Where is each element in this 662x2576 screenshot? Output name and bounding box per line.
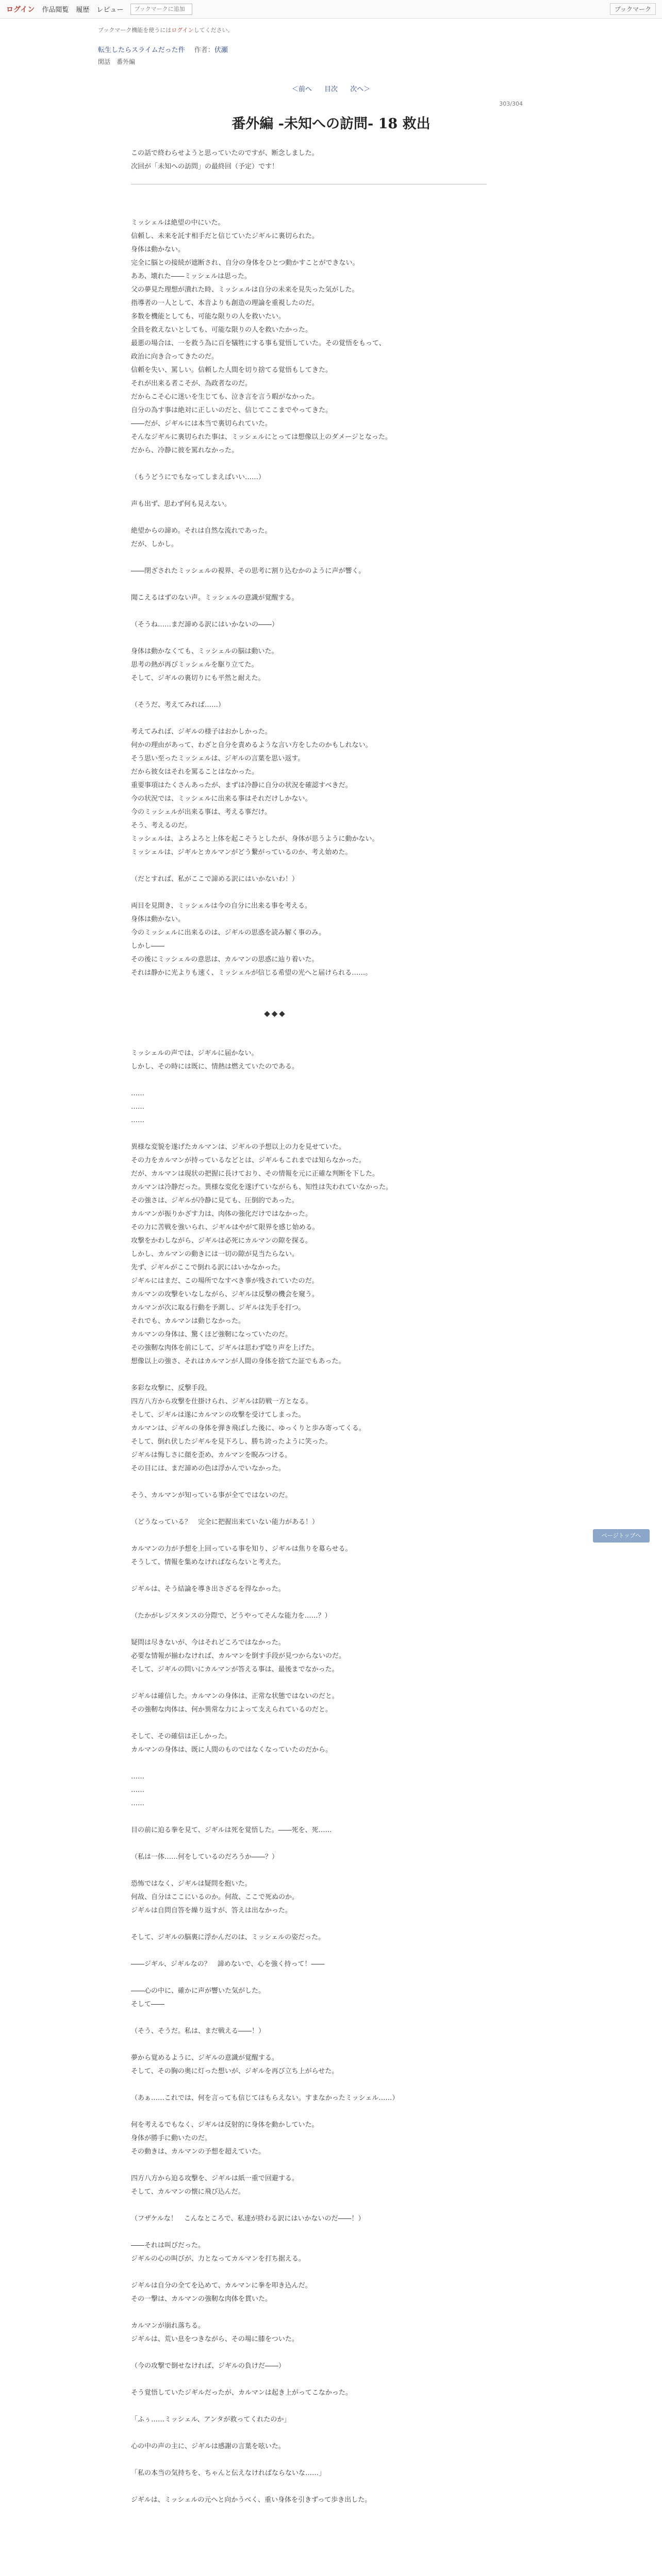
body-paragraph: 身体は動かなくても、ミッシェルの脳は動いた。 [131,648,278,655]
body-paragraph: ジギルは自問自答を繰り返すが、答えは出なかった。 [131,1907,292,1914]
body-paragraph: 考えてみれば、ジギルの様子はおかしかった。 [131,728,272,736]
body-paragraph: そして、その確信は正しかった。 [131,1733,231,1740]
body-paragraph: …… [131,1103,144,1111]
body-paragraph: （だとすれば、私がここで諦める訳にはいかないわ！） [131,875,299,883]
body-paragraph: 今の状況では、ミッシェルに出来る事はそれだけしかない。 [131,795,312,803]
body-paragraph [131,1810,420,1824]
notice-login-link[interactable]: ログイン [171,27,194,33]
nav-item-browse[interactable]: 作品閲覧 [42,6,69,14]
body-paragraph [131,2346,420,2360]
episode-title: 番外編 -未知への訪問- 18 救出 [231,116,431,132]
body-paragraph: それでも、カルマンは動じなかった。 [131,1317,245,1325]
scene-divider: ◆◆◆ [264,1009,287,1018]
body-paragraph [131,859,420,873]
body-paragraph: そう覚悟していたジギルだったが、カルマンは起き上がってこなかった。 [131,2389,352,2397]
body-paragraph: ――閉ざされたミッシェルの視界、その思考に割り込むかのように声が響く。 [131,567,366,575]
body-paragraph: 四方八方から攻撃を仕掛けられ、ジギルは防戦一方となる。 [131,1398,312,1405]
body-paragraph: 完全に脳との接続が遮断され、自分の身体をひとつ動かすことができない。 [131,259,359,267]
body-paragraph: （私は一体……何をしているのだろうか――？） [131,1853,279,1861]
body-paragraph [131,511,420,524]
body-paragraph: 心の中の声の主に、ジギルは感謝の言葉を呟いた。 [131,2443,285,2450]
body-paragraph: 今のミッシェルが出来る事は、考える事だけ。 [131,808,271,816]
body-paragraph: カルマンが振りかざす力は、肉体の強化だけではなかった。 [131,1210,312,1218]
body-paragraph: …… [131,1090,144,1097]
body-paragraph: そして、カルマンの懐に飛び込んだ。 [131,2188,245,2196]
body-paragraph [131,457,420,471]
body-paragraph [131,632,420,645]
body-paragraph [131,2199,420,2212]
bookmark-add-input[interactable] [130,4,192,15]
body-paragraph [131,1757,420,1770]
body-paragraph: ジギルは悔しさに顔を歪め、カルマンを睨みつける。 [131,1451,292,1459]
body-paragraph [131,1717,420,1730]
body-paragraph: 「ふぅ……ミッシェル、アンタが救ってくれたのか」 [131,2416,291,2424]
body-paragraph [131,1074,420,1087]
body-paragraph: （フザケルな！ こんなところで、私達が終わる訳にはいかないのだ――！） [131,2215,365,2223]
body-paragraph: ジギルは自分の全てを込めて、カルマンに拳を叩き込んだ。 [131,2282,312,2290]
body-paragraph [131,1476,420,1489]
body-paragraph: そう、考えるのだ。 [131,822,192,829]
body-paragraph: ミッシェルは、ジギルとカルマンがどう繋がっているのか、考え始めた。 [131,849,352,856]
body-paragraph [131,993,420,1007]
body-paragraph: 聞こえるはずのない声。ミッシェルの意識が覚醒する。 [131,594,299,602]
body-paragraph: カルマンが崩れ落ちる。 [131,2322,205,2330]
body-paragraph [131,2480,420,2494]
body-paragraph [131,1623,420,1636]
body-paragraph: ミッシェルは、よろよろと上体を起こそうとしたが、身体が思うように動かない。 [131,835,379,843]
body-paragraph [131,1837,420,1851]
prev-episode-link[interactable]: ＜前へ [291,86,312,93]
body-paragraph: それが出来る者こそが、為政者なのだ。 [131,380,252,387]
breadcrumb [98,44,662,54]
body-paragraph: 全員を救えないとしても、可能な限りの人を救いたかった。 [131,326,312,334]
body-paragraph: ジギルにはまだ、この場所でなすべき事が残されていたのだ。 [131,1277,319,1285]
body-paragraph: 異様な変貌を遂げたカルマンは、ジギルの予想以上の力を見せていた。 [131,1143,345,1151]
body-paragraph: 恐怖ではなく、ジギルは疑問を抱いた。 [131,1880,252,1888]
body-paragraph: ジギルは、ミッシェルの元へと向かうべく、重い身体を引きずって歩き出した。 [131,2496,372,2504]
body-paragraph [131,980,420,993]
body-paragraph: そして、その胸の奥に灯った想いが、ジギルを再び立ち上がらせた。 [131,2067,339,2075]
body-paragraph [131,2105,420,2119]
body-paragraph: ――だが、ジギルには本当で裏切られていた。 [131,420,272,428]
body-paragraph: ジギルは、荒い息をつきながら、その場に膝をついた。 [131,2335,299,2343]
body-paragraph: カルマンが次に取る行動を予測し、ジギルは先手を打つ。 [131,1304,305,1312]
body-paragraph [131,605,420,618]
body-paragraph: （そうね……まだ諦める訳にはいかないの――） [131,621,279,629]
body-paragraph: 疑問は尽きないが、今はそれどころではなかった。 [131,1639,285,1647]
body-paragraph: その力をカルマンが持っているなどとは、ジギルもこれまでは知らなかった。 [131,1157,366,1164]
body-paragraph: 何を考えるでもなく、ジギルは反射的に身体を動かしていた。 [131,2121,319,2129]
body-paragraph: だが、カルマンは現状の把握に長けており、その情報を元に正確な判断を下した。 [131,1170,379,1178]
body-paragraph: そして、ジギルの裏切りにも平然と耐えた。 [131,674,265,682]
login-notice [98,26,662,34]
body-paragraph: だから彼女はそれを罵ることはなかった。 [131,768,259,776]
body-paragraph: （そうだ、考えてみれば……） [131,701,225,709]
nav-item-history[interactable]: 履歴 [76,6,90,14]
author-link[interactable]: 伏瀬 [214,46,228,54]
body-paragraph: そして、ジギルの問いにカルマンが答える事は、最後までなかった。 [131,1666,339,1673]
page-top-button[interactable]: ページトップへ [593,1529,650,1543]
body-paragraph: 想像以上の強さ、それはカルマンが人間の身体を捨てた証でもあった。 [131,1358,345,1365]
body-paragraph: その強靭な肉体を前にして、ジギルは思わず唸り声を上げた。 [131,1344,319,1352]
body-paragraph: ――それは叫びだった。 [131,2242,205,2249]
body-paragraph: 何かの理由があって、わざと自分を責めるような言い方をしたのかもしれない。 [131,741,372,749]
body-paragraph [131,2427,420,2440]
body-paragraph: 自分の為す事は絶対に正しいのだと、信じてここまでやってきた。 [131,406,333,414]
body-paragraph: 声も出ず、思わず何も見えない。 [131,500,231,508]
index-link[interactable]: 目次 [324,86,338,93]
body-paragraph: その強靭な肉体は、何か異常な力によって支えられているのだと。 [131,1706,333,1714]
body-paragraph: そして、倒れ伏したジギルを見下ろし、勝ち誇ったように笑った。 [131,1438,332,1446]
body-paragraph: 身体が勝手に動いたのだ。 [131,2134,212,2142]
body-paragraph: そんなジギルに裏切られた事は、ミッシェルにとっては想像以上のダメージとなった。 [131,433,392,441]
body-paragraph [131,2038,420,2052]
body-paragraph: …… [131,1786,144,1794]
body-paragraph: 信頼を失い、罵しい。信頼した人間を切り捨てる覚悟もしてきた。 [131,366,333,374]
episode-number: 303/304 [499,100,523,107]
body-paragraph [131,203,420,216]
body-paragraph: ミッシェルの声では、ジギルに届かない。 [131,1049,258,1057]
body-paragraph [131,1368,420,1382]
body-paragraph [131,1864,420,1877]
body-paragraph [131,685,420,699]
body-paragraph [131,712,420,725]
body-paragraph: カルマンの身体は、驚くほど強靭になっていたのだ。 [131,1331,292,1338]
next-episode-link[interactable]: 次へ＞ [350,86,371,93]
body-paragraph: 攻撃をかわしながら、ジギルは必死にカルマンの隙を探る。 [131,1237,312,1245]
body-paragraph [131,1569,420,1583]
body-paragraph: しかし、その時には既に、情熱は燃えていたのである。 [131,1063,299,1071]
body-paragraph: …… [131,1773,144,1781]
body-paragraph: ああ、壊れた――ミッシェルは思った。 [131,273,251,280]
notice-prefix: ブックマーク機能を使うには [98,27,172,33]
body-paragraph: 身体は動かない。 [131,916,185,923]
body-paragraph: カルマンの身体は、既に人間のものではなくなっていたのだから。 [131,1746,333,1754]
body-paragraph [131,1971,420,1985]
body-paragraph: そう思い至ったミッシェルは、ジギルの言葉を思い返す。 [131,755,305,762]
body-paragraph [131,2011,420,2025]
body-paragraph: 思考の熱が再びミッシェルを駆り立てた。 [131,661,258,669]
series-title-link[interactable]: 転生したらスライムだった件 [98,46,185,54]
body-paragraph: 先ず、ジギルがここで倒れる訳にはいかなかった。 [131,1264,285,1272]
body-paragraph: そして、ジギルは遂にカルマンの攻撃を受けてしまった。 [131,1411,305,1419]
body-paragraph: その力に苦戦を強いられ、ジギルはやがて限界を感じ始める。 [131,1224,319,1231]
body-paragraph: しかし、カルマンの動きには一切の隙が見当たらない。 [131,1250,299,1258]
body-paragraph: （たかがレジスタンスの分際で、どうやってそんな能力を……？） [131,1612,332,1620]
novel-body [131,203,420,2507]
body-paragraph: それは静かに光よりも速く、ミッシェルが信じる希望の光へと届けられる……。 [131,969,372,977]
body-paragraph: 多彩な攻撃に、反撃手段。 [131,1384,212,1392]
top-navigation-bar [0,0,662,19]
preface-line: 次回が「未知への訪問」の最終回（予定）です！ [131,163,279,171]
body-paragraph: カルマンの攻撃をいなしながら、ジギルは反撃の機会を窺う。 [131,1291,319,1298]
body-paragraph [131,1944,420,1958]
body-paragraph: 目の前に迫る拳を見て、ジギルは死を覚悟した。――死を、死…… [131,1826,332,1834]
body-paragraph: 最悪の場合は、一を救う為に百を犠牲にする事も覚悟していた。その覚悟をもって、 [131,340,386,347]
body-paragraph: カルマンは冷静だった。異様な変化を遂げていながらも、知性は失われていなかった。 [131,1183,393,1191]
body-paragraph [131,1676,420,1690]
body-paragraph [131,2400,420,2413]
body-paragraph: （今の攻撃で倒せなければ、ジギルの負けだ――） [131,2362,285,2370]
body-paragraph: 重要事項はたくさんあったが、まずは冷静に自分の状況を確認すべきだ。 [131,782,352,789]
body-paragraph [131,2078,420,2092]
body-paragraph: 多数を機能としても、可能な限りの人を救いたい。 [131,313,286,320]
body-paragraph: 「私の本当の気持ちを、ちゃんと伝えなければならないな……」 [131,2469,326,2477]
body-paragraph [131,2226,420,2239]
body-paragraph: ――心の中に、確かに声が響いた気がした。 [131,1987,266,1995]
body-paragraph [131,1529,420,1543]
body-paragraph [131,2373,420,2386]
body-paragraph: （もうどうにでもなってしまえばいい……） [131,473,266,481]
body-paragraph [131,2266,420,2279]
login-link[interactable]: ログイン [6,5,35,14]
body-paragraph: 政治に向き合ってきたのだ。 [131,353,219,361]
bookmark-button[interactable]: ブックマーク [610,3,656,15]
body-paragraph: そうして、情報を集めなければならないと考えた。 [131,1558,285,1566]
body-paragraph: 何故、自分はここにいるのか。何故、ここで死ぬのか。 [131,1893,299,1901]
preface-line: この話で終わらせようと思っていたのですが、断念しました。 [131,149,319,157]
body-paragraph: そう、カルマンが知っている事が全てではないのだ。 [131,1492,292,1499]
body-paragraph [131,2306,420,2319]
body-paragraph: そして―― [131,2001,165,2008]
notice-suffix: してください。 [193,27,234,33]
body-paragraph: しかし―― [131,942,165,950]
body-paragraph: ジギルは確信した。カルマンの身体は、正常な状態ではないのだと。 [131,1692,339,1700]
body-paragraph: 父の夢見た理想が潰れた時、ミッシェルは自分の未来を見失った気がした。 [131,286,359,294]
body-paragraph [131,1020,420,1033]
body-paragraph [131,2453,420,2467]
body-paragraph: 必要な情報が揃わなければ、カルマンを倒す手段が見つからないのだ。 [131,1652,346,1660]
body-paragraph: ――ジギル、ジギルなの？ 諦めないで、心を強く持って！―― [131,1960,325,1968]
body-paragraph: その一撃は、カルマンの強靭な肉体を貫いた。 [131,2295,272,2303]
body-paragraph [131,1033,420,1047]
nav-item-review[interactable]: レビュー [96,6,124,14]
body-paragraph: ジギルは、そう結論を導き出さざるを得なかった。 [131,1585,285,1593]
body-paragraph [131,1127,420,1141]
body-paragraph: カルマンの力が予想を上回っている事を知り、ジギルは焦りを募らせる。 [131,1545,352,1553]
body-paragraph: カルマンは、ジギルの身体を弾き飛ばした後に、ゆっくりと歩み寄ってくる。 [131,1425,366,1432]
body-paragraph [131,1502,420,1516]
body-paragraph: だからこそ心に迷いを生じても、泣き言を言う暇がなかった。 [131,393,319,401]
body-paragraph: （どうなっている？ 完全に把握出来ていない能力がある！） [131,1518,319,1526]
author-preface [131,147,389,174]
body-paragraph: そして、ジギルの脳裏に浮かんだのは、ミッシェルの姿だった。 [131,1934,325,1941]
body-paragraph: 絶望からの諦め。それは自然な流れであった。 [131,527,272,535]
body-paragraph [131,578,420,591]
body-paragraph: 指導者の一人として、本音よりも創造の理論を重視したのだ。 [131,299,319,307]
body-paragraph: だが、しかし。 [131,540,178,548]
author-label: 作者： [194,46,214,54]
body-paragraph: ミッシェルは絶望の中にいた。 [131,219,225,227]
body-paragraph [131,551,420,565]
body-paragraph: 今のミッシェルに出来るのは、ジギルの思惑を読み解く事のみ。 [131,929,326,937]
body-paragraph [131,484,420,498]
body-paragraph: その強さは、ジギルが冷静に見ても、圧倒的であった。 [131,1197,299,1205]
body-paragraph: ジギルの心の叫びが、力となってカルマンを打ち据える。 [131,2255,305,2263]
body-paragraph [131,886,420,900]
body-paragraph: その目には、まだ諦めの色は浮かんでいなかった。 [131,1465,286,1472]
body-paragraph: …… [131,1800,144,1807]
body-paragraph: 四方八方から迫る攻撃を、ジギルは紙一重で回避する。 [131,2175,299,2182]
body-paragraph: …… [131,1116,144,1124]
body-paragraph [131,1918,420,1931]
body-paragraph: （あぁ……これでは、何を言っても信じてはもらえない。すまなかったミッシェル……） [131,2094,399,2102]
body-paragraph: 夢から覚めるように、ジギルの意識が覚醒する。 [131,2054,278,2062]
body-paragraph: その動きは、カルマンの予想を超えていた。 [131,2148,266,2156]
body-paragraph: 信頼し、未来を託す相手だと信じていたジギルに裏切られた。 [131,232,319,240]
body-paragraph: だから、冷静に彼を罵れなかった。 [131,447,239,454]
episode-pager [0,83,662,93]
body-paragraph [131,2159,420,2172]
chapter-subtitle: 閑話 番外編 [98,58,136,65]
body-paragraph: （そう、そうだ。私は、まだ戦える――！） [131,2027,266,2035]
body-paragraph: 両目を見開き、ミッシェルは今の自分に出来る事を考える。 [131,902,311,910]
body-paragraph: 身体は動かない。 [131,246,185,253]
body-paragraph [131,1596,420,1609]
body-paragraph: その後にミッシェルの意思は、カルマンの思惑に辿り着いた。 [131,956,319,963]
